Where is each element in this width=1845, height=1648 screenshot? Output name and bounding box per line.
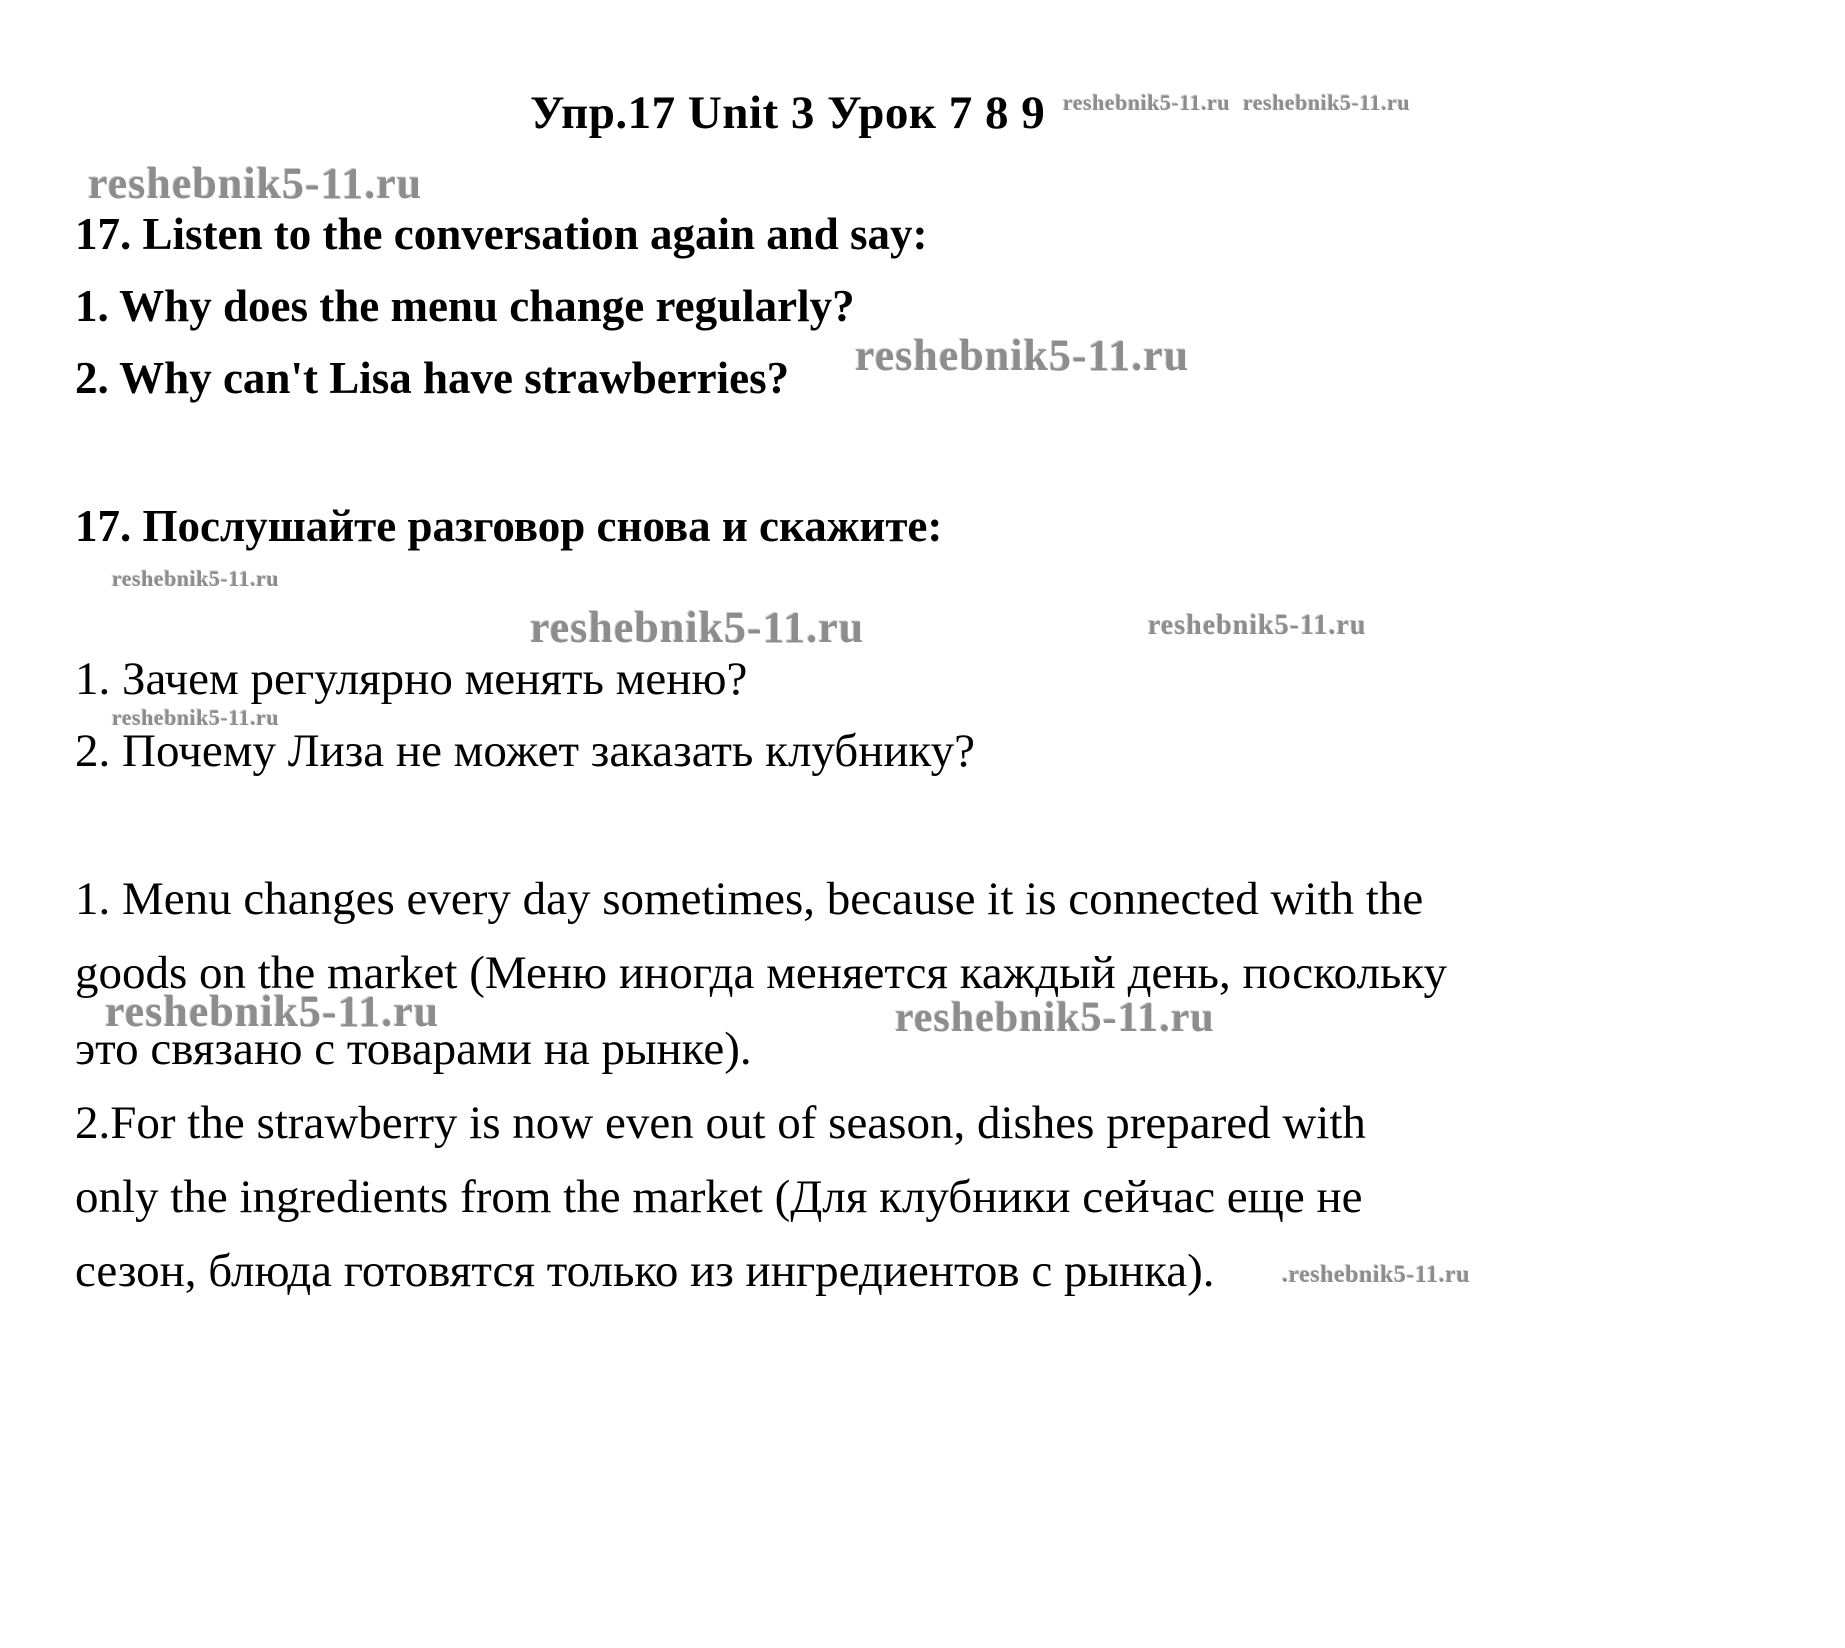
watermark: reshebnik5-11.ru	[88, 159, 423, 208]
watermark: reshebnik5-11.ru	[1063, 90, 1231, 115]
watermark: reshebnik5-11.ru	[112, 705, 280, 730]
watermark: reshebnik5-11.ru	[1243, 90, 1411, 115]
answer-1-line-3: это связано с товарами на рынке).	[75, 1023, 752, 1075]
exercise-en-question-2: 2. Why can't Lisa have strawberries?	[75, 353, 790, 403]
watermark: .reshebnik5-11.ru	[1282, 1262, 1471, 1288]
exercise-ru-question-2: 2. Почему Лиза не может заказать клубнику?	[75, 725, 976, 777]
exercise-ru-question-1: 1. Зачем регулярно менять меню?	[75, 653, 748, 705]
exercise-en-heading: 17. Listen to the conversation again and say:	[75, 209, 928, 259]
page-title: Упр.17 Unit 3 Урок 7 8 9	[530, 87, 1046, 139]
answer-2-line-2: only the ingredients from the market (Для клубники сейчас еще не	[75, 1171, 1363, 1223]
watermark: reshebnik5-11.ru	[105, 987, 440, 1036]
watermark: reshebnik5-11.ru	[855, 331, 1190, 380]
answer-1-line-1: 1. Menu changes every day sometimes, because it is connected with the	[75, 873, 1424, 925]
answer-2-line-1: 2.For the strawberry is now even out of season, dishes prepared with	[75, 1097, 1366, 1149]
exercise-ru-heading: 17. Послушайте разговор снова и скажите:	[75, 501, 943, 551]
watermark: reshebnik5-11.ru	[112, 566, 280, 591]
watermark: reshebnik5-11.ru	[530, 603, 865, 652]
exercise-en-question-1: 1. Why does the menu change regularly?	[75, 281, 855, 331]
answer-2-line-3: сезон, блюда готовятся только из ингредиентов с рынка).	[75, 1245, 1215, 1297]
watermark: reshebnik5-11.ru	[1148, 610, 1367, 641]
answer-1-line-2: goods on the market (Меню иногда меняется каждый день, поскольку	[75, 947, 1448, 999]
watermark: reshebnik5-11.ru	[895, 995, 1215, 1041]
